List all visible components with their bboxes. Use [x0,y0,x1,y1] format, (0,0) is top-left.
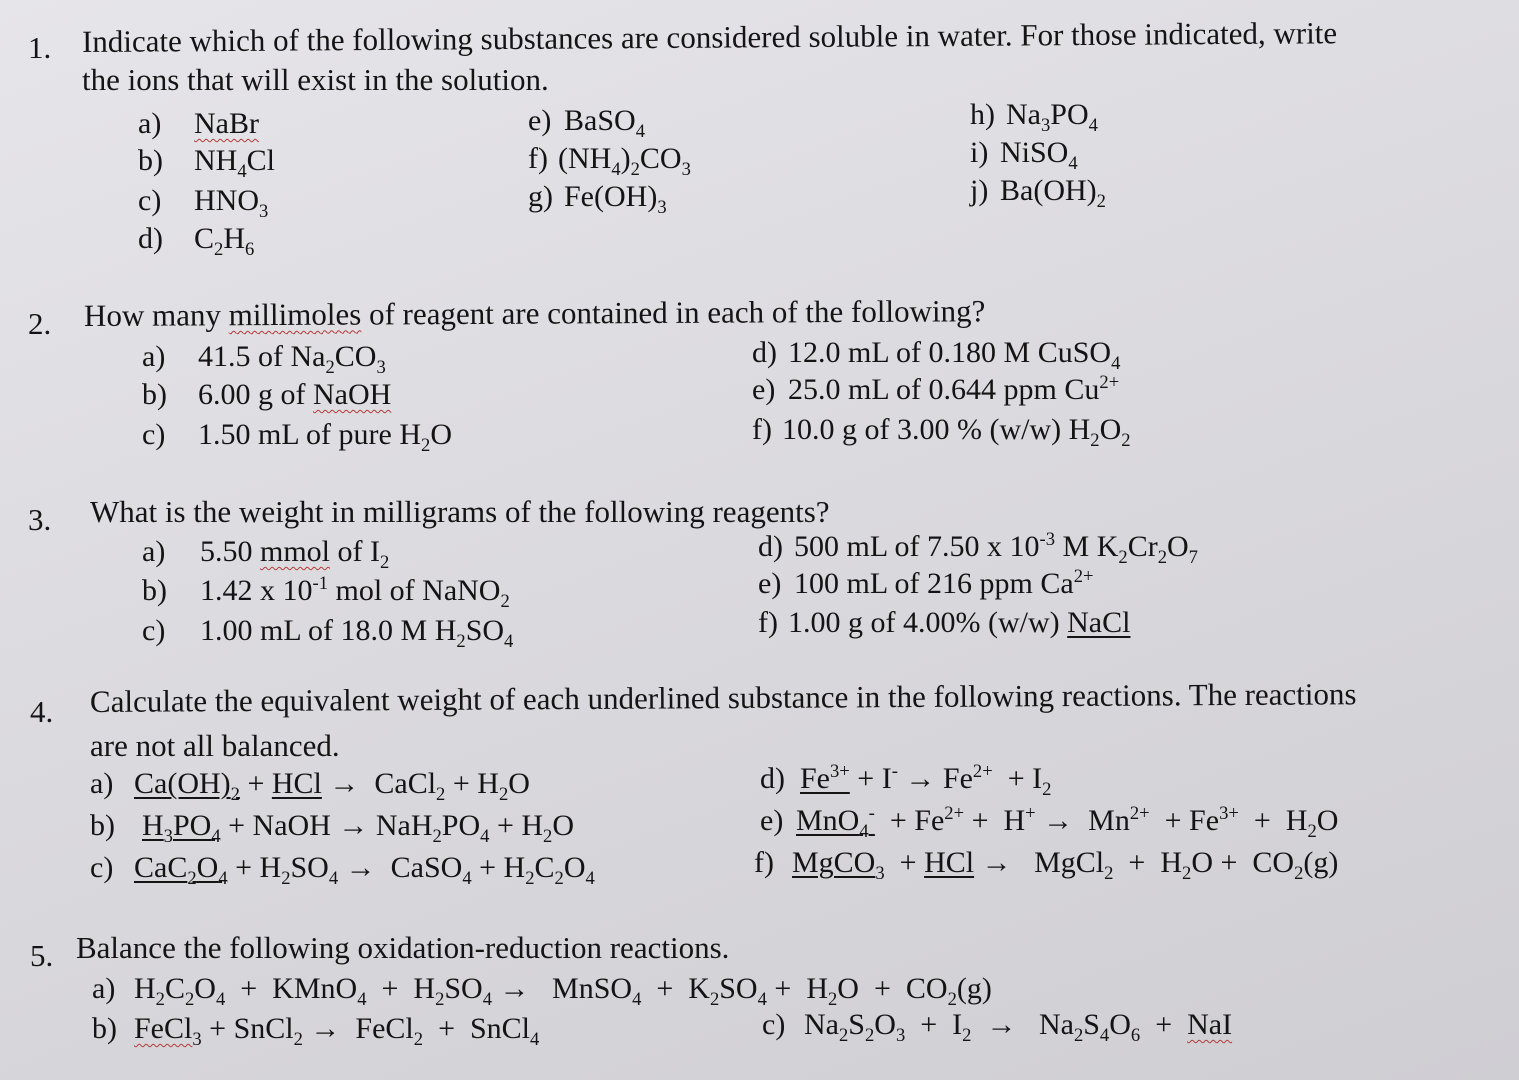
q4-item-d: d) $Fe^{3+} + I^- \to Fe^{2+} + I_2$ [760,761,1052,800]
q1-item-j: j) $Ba(OH)_2$ [970,174,1106,212]
q5-item-b: b) FeCl$_3$ + SnCl$_2$ → FeCl$_2$ + SnCl$_4$ [92,1012,540,1050]
q1-item-i: i) NiSO$_4$ [970,136,1078,174]
q1-item-e: e) BaSO$_4$ [528,104,645,142]
q2-item-a: a) 41.5 of $Na_2CO_3$ [142,340,386,378]
q1-item-h: h) $Na_3PO_4$ [970,98,1098,136]
q1-item-a: a) NaBr [138,107,259,140]
q5-number: 5. [30,938,54,973]
q3-item-b: b) 1.42 x $10^{-1}$ mol of NaNO$_2$ [142,573,510,612]
q3-item-c: c) 1.00 mL of 18.0 M $H_2SO_4$ [142,614,514,652]
q4-item-e: e) $MnO_4^- + Fe^{2+} + H^+ \to Mn^{2+} + Fe^{3+} + H_2O$ [760,803,1339,842]
q3-stem: What is the weight in milligrams of the following reagents? [90,494,830,529]
q3-item-f: f) 1.00 g of 4.00% (w/w) NaCl [758,606,1131,639]
q4-item-f: f) MgCO$_3$ + HCl → MgCl$_2$ + $H_2O + CO_2(g)$ [754,846,1339,884]
q4-number: 4. [30,694,54,729]
q4-item-c: c) $CaC_2O_4 + H_2SO_4$ → CaSO$_4$ + $H_2C_2O_4$ [90,851,595,889]
q1-stem-line2: the ions that will exist in the solution. [82,62,549,97]
q3-item-a: a) 5.50 mmol of $I_2$ [142,535,390,573]
q3-item-d: d) 500 mL of 7.50 x $10^{-3}$ M $K_2Cr_2O_7$ [758,529,1198,568]
q4-stem-line1: Calculate the equivalent weight of each underlined substance in the following reactions. The reactions [89,676,1357,719]
q1-item-g: g) $Fe(OH)_3$ [528,180,667,218]
q4-item-a: a) $Ca(OH)_2$ + HCl → CaCl$_2$ + $H_2O$ [90,767,530,805]
q3-item-e: e) 100 mL of 216 ppm $Ca^{2+}$ [758,566,1094,600]
q2-number: 2. [28,306,52,341]
q5-item-c: c) $Na_2S_2O_3 + I_2 \to Na_2S_4O_6$ + NaI [762,1008,1233,1046]
q1-number: 1. [28,30,52,65]
q3-number: 3. [28,502,52,537]
q1-item-d: d) $C_2H_6$ [138,222,255,260]
q1-stem-line1: Indicate which of the following substances are considered soluble in water. For those indicated, write [81,15,1338,59]
q5-stem: Balance the following oxidation-reduction reactions. [76,930,730,965]
q2-item-d: d) 12.0 mL of 0.180 M CuSO$_4$ [752,336,1121,374]
q2-item-c: c) 1.50 mL of pure $H_2O$ [142,418,452,456]
q2-stem: How many millimoles of reagent are contained in each of the following? [83,293,986,333]
q1-item-c: c) $HNO_3$ [138,184,269,222]
q2-item-b: b) 6.00 g of NaOH [142,378,392,411]
q4-item-b: b) $H_3PO_4$ + NaOH → $NaH_2PO_4 + H_2O$ [90,809,575,847]
q4-stem-line2: are not all balanced. [90,728,340,763]
q1-item-f: f) $(NH_4)_2CO_3$ [528,142,691,180]
q2-item-e: e) 25.0 mL of 0.644 ppm $Cu^{2+}$ [752,372,1120,406]
q1-item-b: b) $NH_4Cl$ [138,144,275,182]
q5-item-a: a) $H_2C_2O_4$ + KMnO$_4$ + $H_2SO_4$ → MnSO$_4$ + $K_2SO_4 + H_2O + CO_2(g)$ [92,972,992,1010]
q2-item-f: f) 10.0 g of 3.00 % (w/w) $H_2O_2$ [752,413,1131,451]
